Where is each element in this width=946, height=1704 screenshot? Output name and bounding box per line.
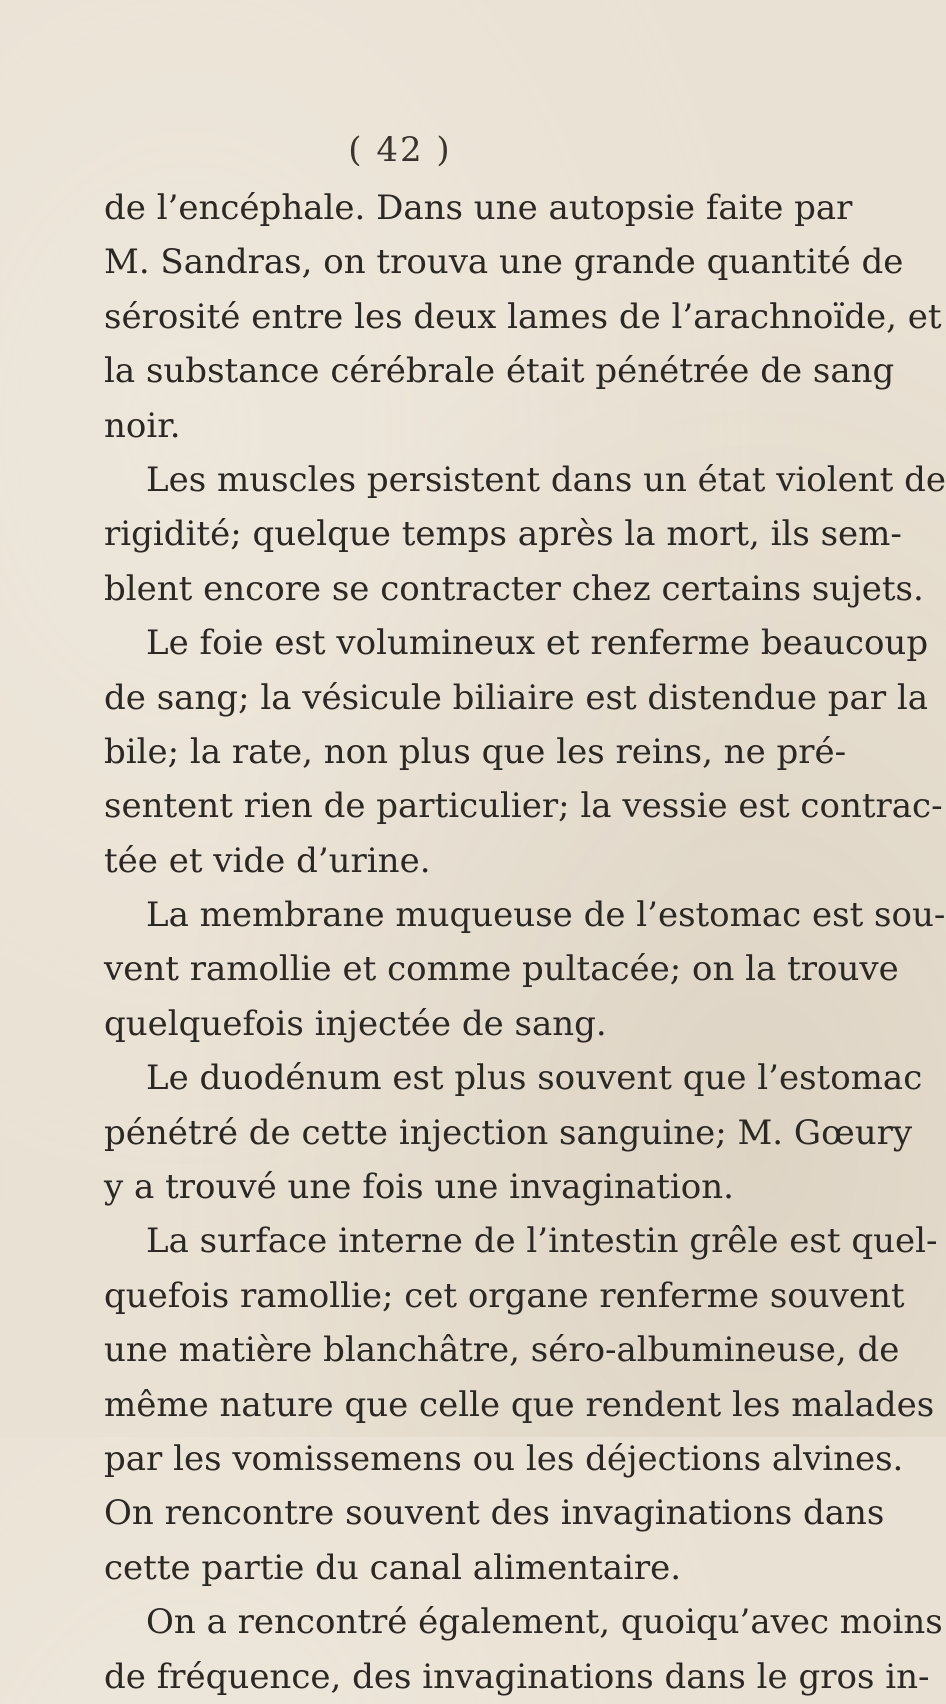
text-line: Les muscles persistent dans un état violent de [146, 459, 946, 500]
text-line: blent encore se contracter chez certains sujets. [104, 568, 924, 609]
text-line: quelquefois injectée de sang. [104, 1003, 607, 1044]
text-line: bile; la rate, non plus que les reins, ne pré- [104, 731, 847, 772]
text-line: tée et vide d’urine. [104, 840, 431, 881]
text-line: Le foie est volumineux et renferme beaucoup [146, 623, 929, 664]
text-line: quefois ramollie; cet organe renferme souvent [104, 1275, 905, 1316]
text-line: de sang; la vésicule biliaire est distendue par la [104, 677, 929, 718]
text-line: noir. [104, 405, 181, 446]
text-line: La surface interne de l’intestin grêle est quel- [146, 1221, 938, 1262]
text-line: On rencontre souvent des invaginations dans [104, 1493, 885, 1534]
text-line: rigidité; quelque temps après la mort, ils sem- [104, 514, 902, 555]
text-line: vent ramollie et comme pultacée; on la trouve [104, 949, 899, 990]
text-line: de fréquence, des invaginations dans le gros in- [104, 1656, 930, 1697]
text-line: de l’encéphale. Dans une autopsie faite par [104, 188, 853, 228]
text-line: même nature que celle que rendent les malades [104, 1384, 935, 1425]
text-line: On a rencontré également, quoiqu’avec moins [146, 1602, 943, 1643]
body-text [104, 181, 946, 1704]
text-line: sentent rien de particulier; la vessie est contrac- [104, 786, 943, 827]
text-line: pénétré de cette injection sanguine; M. Gœury [104, 1112, 913, 1153]
text-line: M. Sandras, on trouva une grande quantité de [104, 242, 904, 283]
text-line: une matière blanchâtre, séro-albumineuse, de [104, 1330, 900, 1371]
text-line: Le duodénum est plus souvent que l’estomac [146, 1058, 923, 1099]
text-line: y a trouvé une fois une invagination. [104, 1167, 734, 1208]
text-line: par les vomissemens ou les déjections alvines. [104, 1438, 904, 1479]
text-line: la substance cérébrale était pénétrée de sang [104, 351, 895, 392]
text-line: sérosité entre les deux lames de l’arachnoïde, et [104, 296, 942, 337]
page-number: ( 42 ) [348, 130, 452, 170]
text-line: La membrane muqueuse de l’estomac est sou- [146, 895, 946, 936]
text-line: cette partie du canal alimentaire. [104, 1547, 682, 1588]
